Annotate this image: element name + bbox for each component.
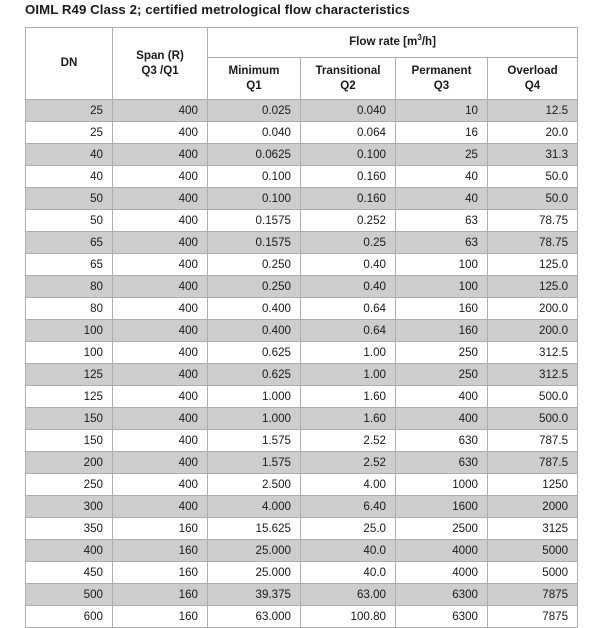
cell-q1-minimum: 0.400 [208, 298, 301, 320]
cell-dn: 50 [26, 210, 113, 232]
column-header-overload-line2: Q4 [524, 78, 541, 92]
table-row [26, 276, 578, 298]
cell-span: 400 [113, 100, 208, 122]
cell-q1-minimum: 2.500 [208, 474, 301, 496]
flow-characteristics-table-container [25, 27, 577, 628]
cell-span: 400 [113, 452, 208, 474]
table-header [26, 28, 578, 100]
cell-q1-minimum: 0.400 [208, 320, 301, 342]
cell-q3-permanent: 100 [396, 254, 488, 276]
table-row [26, 210, 578, 232]
cell-q3-permanent: 160 [396, 320, 488, 342]
cell-span: 160 [113, 584, 208, 606]
column-header-permanent-q3 [396, 58, 488, 100]
table-row [26, 430, 578, 452]
cell-span: 400 [113, 298, 208, 320]
cell-span: 160 [113, 518, 208, 540]
cell-q1-minimum: 0.1575 [208, 210, 301, 232]
table-row [26, 584, 578, 606]
cell-q4-overload: 50.0 [488, 188, 578, 210]
cell-dn: 80 [26, 276, 113, 298]
cell-q2-transitional: 2.52 [301, 430, 396, 452]
column-header-span-line1: Span (R) [136, 48, 184, 62]
cell-q4-overload: 125.0 [488, 276, 578, 298]
table-row [26, 342, 578, 364]
cell-span: 400 [113, 320, 208, 342]
cell-dn: 125 [26, 364, 113, 386]
table-row [26, 540, 578, 562]
cell-q4-overload: 5000 [488, 540, 578, 562]
cell-q1-minimum: 15.625 [208, 518, 301, 540]
cell-dn: 400 [26, 540, 113, 562]
cell-q4-overload: 2000 [488, 496, 578, 518]
cell-dn: 150 [26, 408, 113, 430]
column-header-dn: DN [26, 28, 113, 100]
cell-span: 400 [113, 122, 208, 144]
cell-q2-transitional: 1.60 [301, 386, 396, 408]
cell-span: 400 [113, 364, 208, 386]
cell-q2-transitional: 0.64 [301, 320, 396, 342]
cell-q4-overload: 200.0 [488, 320, 578, 342]
cell-q4-overload: 200.0 [488, 298, 578, 320]
column-header-transitional-line1: Transitional [315, 63, 381, 77]
cell-q1-minimum: 39.375 [208, 584, 301, 606]
cell-q1-minimum: 1.000 [208, 408, 301, 430]
cell-q2-transitional: 40.0 [301, 562, 396, 584]
cell-q1-minimum: 0.040 [208, 122, 301, 144]
table-row [26, 474, 578, 496]
cell-q1-minimum: 0.625 [208, 364, 301, 386]
flow-rate-tail: /h] [421, 35, 436, 49]
column-header-minimum-line2: Q1 [246, 78, 262, 92]
cell-dn: 100 [26, 342, 113, 364]
table-row [26, 188, 578, 210]
flow-characteristics-table [25, 27, 578, 628]
cell-dn: 40 [26, 144, 113, 166]
cell-q1-minimum: 1.000 [208, 386, 301, 408]
column-header-overload-q4 [488, 58, 578, 100]
table-row [26, 298, 578, 320]
column-header-transitional-line2: Q2 [340, 78, 356, 92]
cell-q2-transitional: 0.040 [301, 100, 396, 122]
column-header-minimum-q1 [208, 58, 301, 100]
cell-q2-transitional: 1.00 [301, 364, 396, 386]
cell-span: 400 [113, 210, 208, 232]
cell-dn: 65 [26, 254, 113, 276]
cell-span: 400 [113, 144, 208, 166]
flow-rate-label: Flow rate [m [349, 35, 418, 49]
cell-q1-minimum: 0.100 [208, 166, 301, 188]
cell-dn: 100 [26, 320, 113, 342]
cell-q1-minimum: 4.000 [208, 496, 301, 518]
cell-q4-overload: 787.5 [488, 430, 578, 452]
table-row [26, 496, 578, 518]
cell-q4-overload: 3125 [488, 518, 578, 540]
cell-dn: 500 [26, 584, 113, 606]
cell-q1-minimum: 25.000 [208, 540, 301, 562]
cell-q3-permanent: 4000 [396, 540, 488, 562]
column-header-minimum-line1: Minimum [228, 63, 280, 77]
cell-q4-overload: 20.0 [488, 122, 578, 144]
cell-q4-overload: 7875 [488, 584, 578, 606]
cell-q3-permanent: 10 [396, 100, 488, 122]
cell-dn: 150 [26, 430, 113, 452]
cell-q4-overload: 125.0 [488, 254, 578, 276]
cell-q3-permanent: 40 [396, 188, 488, 210]
cell-q2-transitional: 1.00 [301, 342, 396, 364]
table-caption: OIML R49 Class 2; certified metrological flow characteristics [25, 2, 410, 17]
cell-q3-permanent: 1000 [396, 474, 488, 496]
cell-span: 400 [113, 496, 208, 518]
table-row [26, 452, 578, 474]
column-header-span-line2: Q3 /Q1 [141, 63, 179, 77]
table-row [26, 364, 578, 386]
cell-q1-minimum: 0.250 [208, 276, 301, 298]
cell-q1-minimum: 0.250 [208, 254, 301, 276]
cell-q3-permanent: 25 [396, 144, 488, 166]
cell-span: 160 [113, 540, 208, 562]
cell-dn: 300 [26, 496, 113, 518]
cell-dn: 25 [26, 100, 113, 122]
table-row [26, 232, 578, 254]
cell-span: 160 [113, 606, 208, 628]
cell-dn: 25 [26, 122, 113, 144]
cell-q3-permanent: 63 [396, 210, 488, 232]
cell-span: 400 [113, 408, 208, 430]
cell-q3-permanent: 40 [396, 166, 488, 188]
cell-span: 400 [113, 474, 208, 496]
cell-q4-overload: 500.0 [488, 386, 578, 408]
cell-q3-permanent: 400 [396, 408, 488, 430]
column-header-span [113, 28, 208, 100]
cell-q1-minimum: 0.025 [208, 100, 301, 122]
cell-q2-transitional: 4.00 [301, 474, 396, 496]
cell-q2-transitional: 0.40 [301, 254, 396, 276]
cell-q4-overload: 312.5 [488, 342, 578, 364]
column-header-transitional-q2 [301, 58, 396, 100]
cell-q3-permanent: 630 [396, 430, 488, 452]
cell-dn: 65 [26, 232, 113, 254]
cell-q3-permanent: 100 [396, 276, 488, 298]
cell-q2-transitional: 0.064 [301, 122, 396, 144]
cell-q3-permanent: 630 [396, 452, 488, 474]
cell-q3-permanent: 6300 [396, 606, 488, 628]
cell-q4-overload: 50.0 [488, 166, 578, 188]
cell-q2-transitional: 0.252 [301, 210, 396, 232]
cell-q1-minimum: 0.1575 [208, 232, 301, 254]
flow-rate-exponent: 3 [417, 33, 422, 43]
cell-q4-overload: 78.75 [488, 210, 578, 232]
cell-span: 400 [113, 254, 208, 276]
table-row [26, 100, 578, 122]
table-row [26, 386, 578, 408]
cell-q4-overload: 7875 [488, 606, 578, 628]
cell-q2-transitional: 0.64 [301, 298, 396, 320]
table-row [26, 320, 578, 342]
cell-q2-transitional: 25.0 [301, 518, 396, 540]
column-header-permanent-line2: Q3 [433, 78, 450, 92]
cell-q3-permanent: 400 [396, 386, 488, 408]
cell-q4-overload: 5000 [488, 562, 578, 584]
cell-dn: 40 [26, 166, 113, 188]
cell-dn: 250 [26, 474, 113, 496]
cell-q2-transitional: 0.40 [301, 276, 396, 298]
table-row [26, 166, 578, 188]
cell-dn: 80 [26, 298, 113, 320]
cell-q2-transitional: 40.0 [301, 540, 396, 562]
table-body [26, 100, 578, 628]
cell-span: 400 [113, 188, 208, 210]
cell-q4-overload: 78.75 [488, 232, 578, 254]
table-row [26, 518, 578, 540]
cell-span: 400 [113, 342, 208, 364]
cell-q2-transitional: 63.00 [301, 584, 396, 606]
cell-q3-permanent: 160 [396, 298, 488, 320]
cell-q4-overload: 500.0 [488, 408, 578, 430]
cell-dn: 200 [26, 452, 113, 474]
column-header-overload-line1: Overload [507, 63, 558, 77]
cell-q1-minimum: 63.000 [208, 606, 301, 628]
cell-dn: 450 [26, 562, 113, 584]
cell-q4-overload: 787.5 [488, 452, 578, 474]
cell-dn: 50 [26, 188, 113, 210]
table-row [26, 562, 578, 584]
cell-q1-minimum: 1.575 [208, 430, 301, 452]
cell-q2-transitional: 6.40 [301, 496, 396, 518]
table-row [26, 408, 578, 430]
cell-q3-permanent: 250 [396, 342, 488, 364]
cell-q2-transitional: 0.160 [301, 166, 396, 188]
column-header-flow-rate [208, 28, 578, 58]
cell-span: 160 [113, 562, 208, 584]
cell-q3-permanent: 1600 [396, 496, 488, 518]
cell-q4-overload: 1250 [488, 474, 578, 496]
cell-dn: 600 [26, 606, 113, 628]
cell-q4-overload: 312.5 [488, 364, 578, 386]
table-row [26, 606, 578, 628]
cell-q2-transitional: 0.160 [301, 188, 396, 210]
cell-q4-overload: 12.5 [488, 100, 578, 122]
cell-q2-transitional: 1.60 [301, 408, 396, 430]
cell-q3-permanent: 4000 [396, 562, 488, 584]
cell-q2-transitional: 2.52 [301, 452, 396, 474]
cell-span: 400 [113, 386, 208, 408]
cell-q3-permanent: 2500 [396, 518, 488, 540]
cell-q3-permanent: 16 [396, 122, 488, 144]
cell-q1-minimum: 0.625 [208, 342, 301, 364]
cell-q1-minimum: 0.100 [208, 188, 301, 210]
table-row [26, 144, 578, 166]
cell-q1-minimum: 0.0625 [208, 144, 301, 166]
cell-q1-minimum: 25.000 [208, 562, 301, 584]
cell-q4-overload: 31.3 [488, 144, 578, 166]
cell-dn: 350 [26, 518, 113, 540]
table-row [26, 122, 578, 144]
cell-span: 400 [113, 276, 208, 298]
cell-q2-transitional: 0.25 [301, 232, 396, 254]
cell-span: 400 [113, 430, 208, 452]
cell-dn: 125 [26, 386, 113, 408]
cell-span: 400 [113, 166, 208, 188]
header-row-top [26, 28, 578, 58]
column-header-permanent-line1: Permanent [411, 63, 472, 77]
cell-q1-minimum: 1.575 [208, 452, 301, 474]
table-row [26, 254, 578, 276]
cell-span: 400 [113, 232, 208, 254]
cell-q3-permanent: 250 [396, 364, 488, 386]
cell-q2-transitional: 0.100 [301, 144, 396, 166]
cell-q3-permanent: 63 [396, 232, 488, 254]
cell-q3-permanent: 6300 [396, 584, 488, 606]
cell-q2-transitional: 100.80 [301, 606, 396, 628]
